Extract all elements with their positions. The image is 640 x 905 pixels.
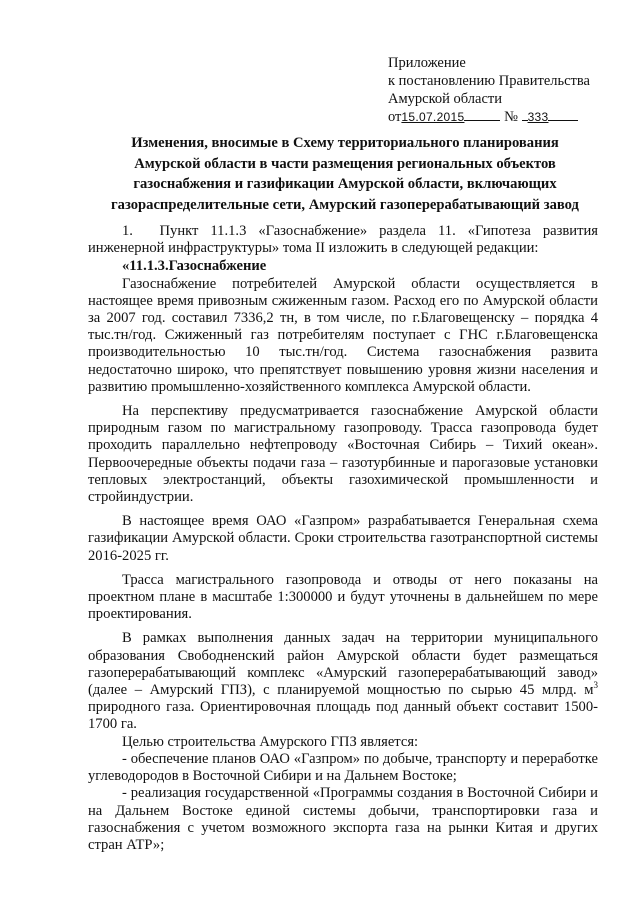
number-underline-right (548, 108, 578, 121)
paragraph-amur-gpz-text-b: природного газа. Ориентировочная площадь под данный объект составит 1500-1700 га. (88, 699, 598, 733)
section-heading: «11.1.3.Газоснабжение (122, 258, 267, 275)
date-prefix: от (388, 109, 402, 125)
document-body (88, 223, 598, 854)
paragraph-goal: Целью строительства Амурского ГПЗ является: (122, 733, 419, 750)
paragraph-pipeline-route: Трасса магистрального газопровода и отводы от него показаны на проектном плане в масштабе 1:300000 и будут уточнены в дальнейшем по мере проектирования. (88, 571, 598, 623)
appendix-block (388, 54, 628, 126)
resolution-number: 333 (527, 110, 549, 124)
paragraph-gazprom: В настоящее время ОАО «Газпром» разрабатывается Генеральная схема газификации Амурской области. Сроки строительства газотранспортной системы 2016-2025 гг. (88, 513, 598, 564)
resolution-date: 15.07.2015 (401, 110, 465, 124)
paragraph-gas-supply: Газоснабжение потребителей Амурской области осуществляется в настоящее время привозным сжиженным газом. Расход его по Амурской области за 2007 год. составил 7336,2 тн, в том числе, по г.Благовещенску – порядка 4 тыс.тн/год. Сжиженный газ потребителям поступает с ГНС г.Благовещенска производительностью 10 тыс.тн/год. Система газоснабжения развита недостаточно широко, что препятствует повышению уровня жизни населения и развитию промышленно-хозяйственного комплекса Амурской области. (88, 275, 598, 395)
paragraph-amur-gpz-text-a: В рамках выполнения данных задач на территории муниципального образования Свободненский район Амурской области будет размещаться газоперерабатывающий комплекс «Амурский газоперерабатывающий завод» (далее – Амурский ГПЗ), с планируемой мощностью по сырью 45 млрд. м (88, 630, 598, 699)
appendix-resolution: к постановлению Правительства (388, 73, 590, 89)
date-underline (464, 108, 500, 121)
number-sign: № (504, 109, 518, 125)
document-title: Изменения, вносимые в Схему территориального планирования Амурской области в части размещения региональных объектов газоснабжения и газификации Амурской области, включающих газораспределительные сети, Амурский газоперерабатывающий завод (111, 135, 579, 213)
paragraph-item-1: 1. Пункт 11.1.3 «Газоснабжение» раздела 11. «Гипотеза развития инженерной инфраструктуры» тома II изложить в следующей редакции: (88, 223, 598, 257)
appendix-region: Амурской области (388, 91, 502, 107)
cubic-superscript: 3 (593, 680, 598, 691)
paragraph-goal-item-2: - реализация государственной «Программы создания в Восточной Сибири и на Дальнем Востоке единой системы добычи, транспортировки газа и газоснабжения с учетом возможного экспорта газа на рынки Китая и других стран АТР»; (88, 785, 598, 853)
appendix-date-line (388, 108, 628, 126)
paragraph-goal-item-1: - обеспечение планов ОАО «Газпром» по добыче, транспорту и переработке углеводородов в Восточной Сибири и на Дальнем Востоке; (88, 750, 598, 785)
paragraph-perspective: На перспективу предусматривается газоснабжение Амурской области природным газом по магистральному газопроводу. Трасса газопровода будет проходить параллельно нефтепроводу «Восточная Сибирь – Тихий океан». Первоочередные объекты подачи газа – газотурбинные и парогазовые установки тепловых электростанций, объекты газохимической промышленности и стройиндустрии. (88, 403, 598, 506)
paragraph-amur-gpz (88, 630, 598, 733)
appendix-label: Приложение (388, 55, 466, 71)
